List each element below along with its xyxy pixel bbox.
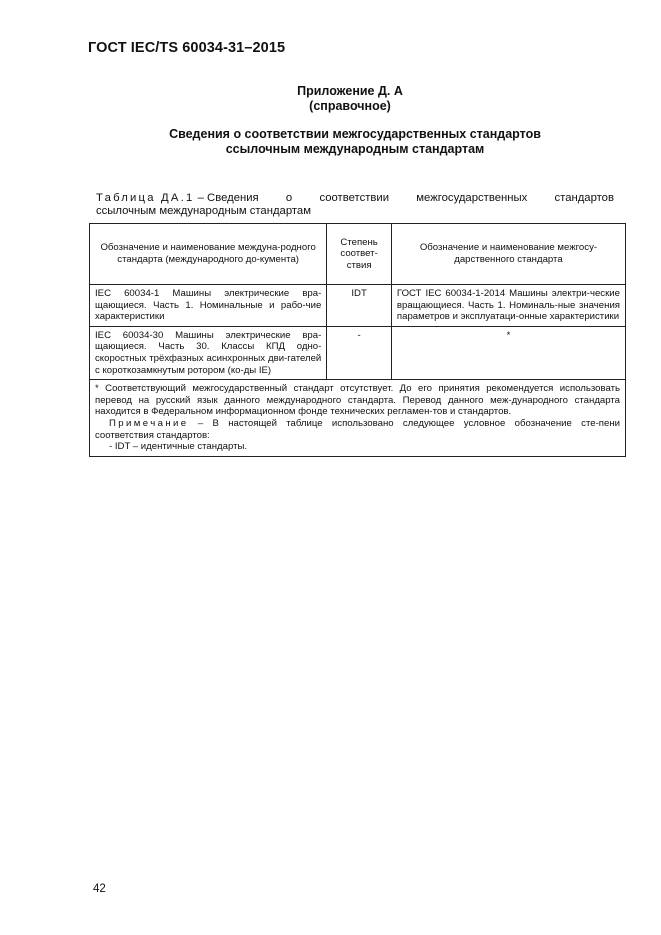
appendix-title-block <box>240 84 460 114</box>
cell-international-standard: IEC 60034-30 Машины электрические вра-щающиеся. Часть 30. Классы КПД одно-скоростных трёхфазных асинхронных дви-гателей с короткозамкнутым ротором (ко-ды IE) <box>90 326 327 379</box>
table-caption-dash: – <box>197 192 204 204</box>
table-footnote-cell <box>90 380 626 457</box>
section-heading-line2: ссылочным международным стандартам <box>225 142 485 156</box>
cell-degree: IDT <box>327 285 392 327</box>
header-international-standard: Обозначение и наименование междуна-родного стандарта (международного до-кумента) <box>90 224 327 285</box>
note-list-item: - IDT – идентичные стандарты. <box>109 441 248 453</box>
footnote-text: * Соответствующий межгосударственный стандарт отсутствует. До его принятия рекомендуется использовать перевод на русский язык данного международного стандарта. Перевод данного меж-дународного стандарта находится в Федеральном информационном фонде технических регламен-тов и стандартов. <box>95 383 620 418</box>
cell-interstate-standard: * <box>391 326 625 379</box>
table-header-row <box>90 224 626 285</box>
table-caption-word: Сведения <box>207 192 259 204</box>
table-footnote-row <box>90 380 626 457</box>
cell-international-standard: IEC 60034-1 Машины электрические вра-щающиеся. Часть 1. Номинальные и рабо-чие характеристики <box>90 285 327 327</box>
cell-interstate-standard: ГОСТ IEC 60034-1-2014 Машины электри-ческие вращающиеся. Часть 1. Номиналь-ные значения параметров и эксплуатаци-онные характеристики <box>391 285 625 327</box>
note-label: Примечание <box>109 417 189 429</box>
header-interstate-standard: Обозначение и наименование межгосу-дарственного стандарта <box>391 224 625 285</box>
section-heading-line1: Сведения о соответствии межгосударственных стандартов <box>169 127 541 141</box>
cell-degree: - <box>327 326 392 379</box>
table-caption <box>96 192 614 218</box>
standards-table <box>89 223 626 457</box>
table-row <box>90 285 626 327</box>
table-caption-label-group <box>96 192 259 205</box>
table-caption-line1 <box>96 192 614 205</box>
appendix-subtitle: (справочное) <box>309 99 391 113</box>
table-caption-word: соответствии <box>319 192 390 204</box>
page-number: 42 <box>93 883 106 895</box>
table-caption-word: о <box>285 192 293 204</box>
table-row <box>90 326 626 379</box>
section-heading <box>120 127 590 157</box>
table-caption-line2: ссылочным международным стандартам <box>96 205 311 217</box>
document-code: ГОСТ IEC/TS 60034-31–2015 <box>88 40 286 56</box>
note-paragraph <box>95 418 620 441</box>
header-degree-of-conformity: Степень соответ-ствия <box>327 224 392 285</box>
table-caption-label: Таблица ДА.1 <box>96 192 195 204</box>
table-caption-word: стандартов <box>554 192 614 204</box>
appendix-title: Приложение Д. А <box>297 84 403 98</box>
note-text: – В настоящей таблице использовано следующее условное обозначение сте-пени соответствия стандартов: <box>95 417 620 441</box>
table-caption-word: межгосударственных <box>416 192 528 204</box>
